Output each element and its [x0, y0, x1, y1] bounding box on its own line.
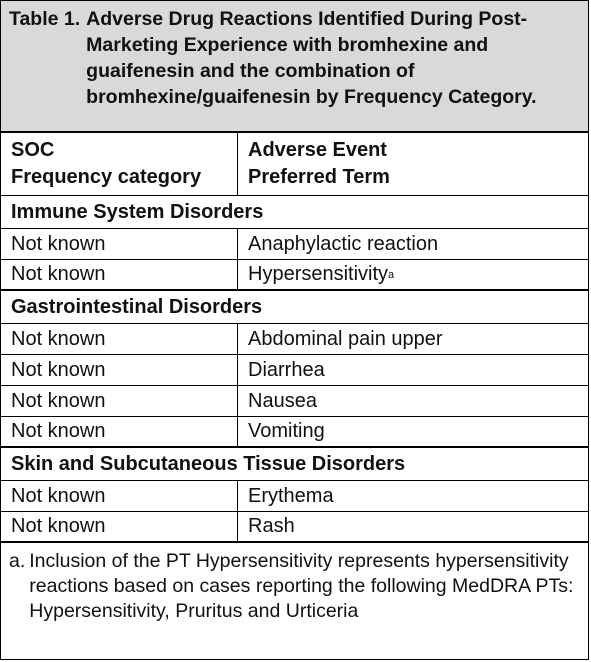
header-soc-label: SOC: [11, 139, 55, 161]
frequency-cell: Not known: [1, 386, 238, 416]
preferred-term-text: Erythema: [248, 484, 334, 507]
header-preferred-term-label: Preferred Term: [248, 166, 390, 188]
table-row: [1, 229, 588, 260]
table-body: [1, 196, 588, 543]
preferred-term-cell: Hypersensitivity a: [248, 263, 395, 285]
preferred-term-text: Rash: [248, 515, 295, 537]
table-row: [1, 512, 588, 543]
footnote-text: Inclusion of the PT Hypersensitivity represents hypersensitivity reactions based on cases reporting the following MedDRA PTs: Hypersensitivity, Pruritus and Urticeria: [29, 550, 574, 622]
soc-group-row: Immune System Disorders: [1, 196, 588, 229]
table-row: [1, 417, 588, 448]
frequency-cell: Not known: [1, 260, 238, 289]
preferred-term-cell: [238, 481, 588, 511]
frequency-cell: Not known: [1, 481, 238, 511]
soc-group-row: Skin and Subcutaneous Tissue Disorders: [1, 448, 588, 481]
frequency-cell: Not known: [1, 355, 238, 385]
preferred-term-cell: [238, 386, 588, 416]
table-header-row: [1, 133, 588, 196]
soc-group-row: Gastrointestinal Disorders: [1, 291, 588, 324]
header-adverse-event-label: Adverse Event: [248, 139, 387, 161]
table-number: Table 1.: [9, 8, 81, 30]
header-left-cell: [1, 133, 238, 195]
preferred-term-text: Nausea: [248, 389, 317, 412]
footnote-marker: a.: [9, 550, 26, 572]
preferred-term-text: Diarrhea: [248, 358, 325, 381]
header-right-cell: [238, 133, 588, 195]
table-title: [1, 1, 588, 133]
preferred-term-cell: [238, 229, 588, 259]
table-row: [1, 355, 588, 386]
preferred-term-cell: [238, 324, 588, 354]
frequency-cell: Not known: [1, 417, 238, 446]
preferred-term-text: Anaphylactic reaction: [248, 232, 439, 255]
preferred-term-text: Vomiting: [248, 420, 325, 442]
preferred-term-cell: [238, 355, 588, 385]
table-row: [1, 386, 588, 417]
frequency-cell: Not known: [1, 324, 238, 354]
preferred-term-cell: [238, 512, 588, 541]
preferred-term-text: Abdominal pain upper: [248, 327, 443, 350]
preferred-term-cell: [238, 417, 588, 446]
table-row: [1, 324, 588, 355]
frequency-cell: Not known: [1, 229, 238, 259]
preferred-term-text: Hypersensitivity: [248, 263, 389, 285]
table-row: [1, 260, 588, 291]
header-frequency-label: Frequency category: [11, 166, 202, 188]
table-row: [1, 481, 588, 512]
table-caption: Adverse Drug Reactions Identified During Post-Marketing Experience with bromhexine and guaifenesin and the combination of bromhexine/guaifenesin by Frequency Category.: [86, 8, 537, 108]
frequency-cell: Not known: [1, 512, 238, 541]
table-footnote: [1, 543, 588, 624]
